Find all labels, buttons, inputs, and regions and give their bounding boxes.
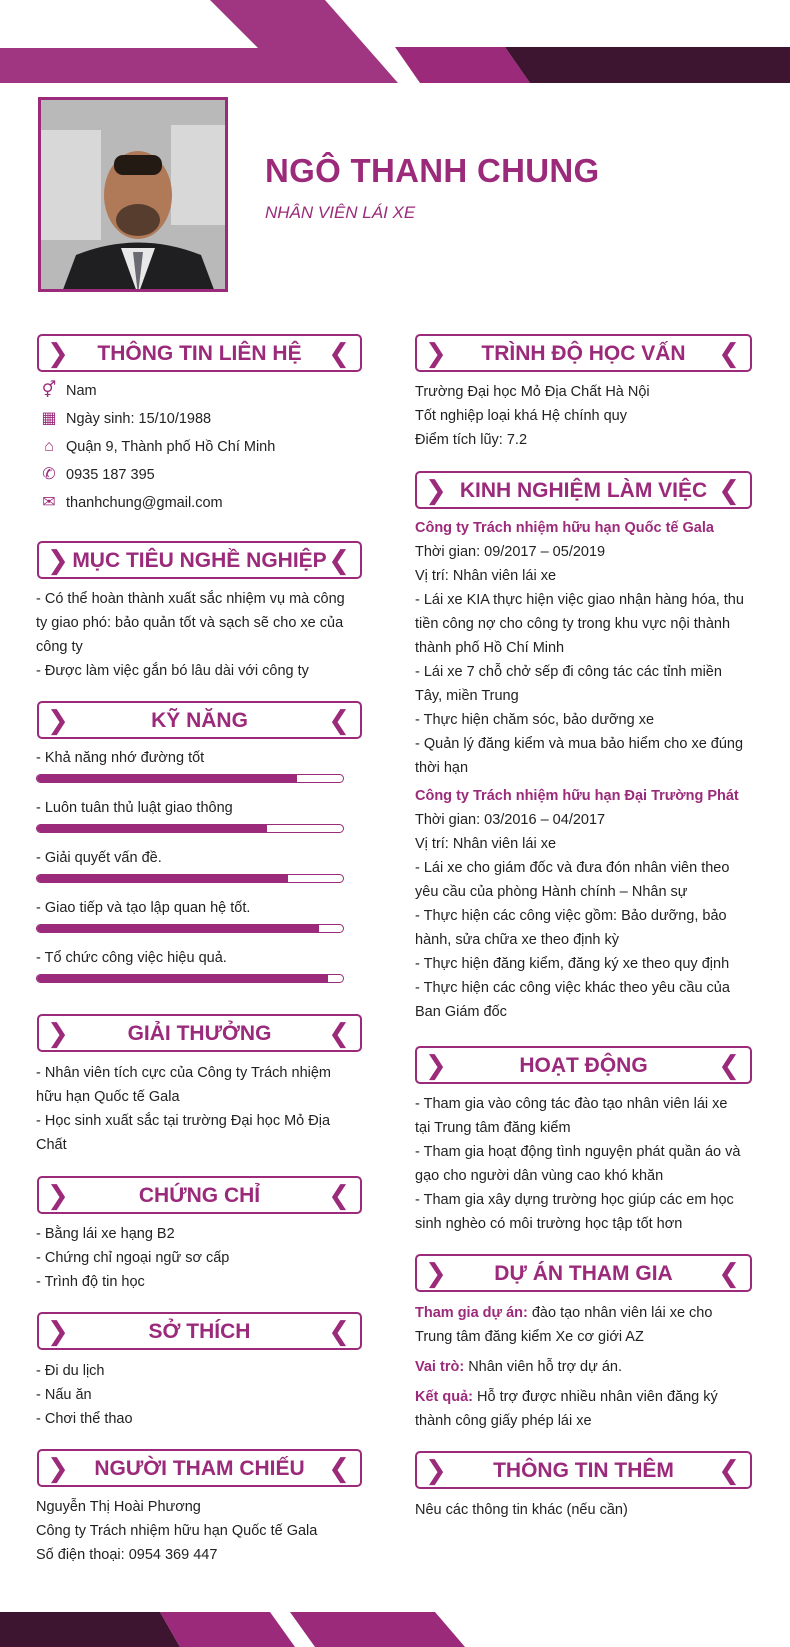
skill-bar — [36, 924, 344, 933]
chevron-right-icon: ❯ — [425, 1050, 447, 1080]
chevron-right-icon: ❯ — [47, 705, 69, 735]
section-header-skills — [37, 701, 362, 739]
skill-bar-fill — [37, 775, 297, 782]
education-text — [415, 380, 760, 452]
objective-line: công ty — [36, 639, 83, 655]
award-line: - Nhân viên tích cực của Công ty Trách nhiệm — [36, 1065, 332, 1081]
chevron-left-icon: ❮ — [328, 1018, 350, 1048]
reference-line: Công ty Trách nhiệm hữu hạn Quốc tế Gala — [36, 1523, 318, 1539]
phone-icon: ✆ — [42, 466, 56, 483]
award-line: - Học sinh xuất sắc tại trường Đại học Mỏ Địa — [36, 1113, 331, 1129]
hobby-line: - Chơi thể thao — [36, 1411, 133, 1427]
footer-decoration — [0, 1612, 790, 1647]
home-icon: ⌂ — [44, 438, 54, 455]
chevron-right-icon: ❯ — [47, 1316, 69, 1346]
objective-text — [36, 587, 366, 683]
objective-line: ty giao phó: bảo quản tốt và sạch sẽ cho xe của — [36, 615, 344, 631]
education-line: Điểm tích lũy: 7.2 — [415, 432, 528, 448]
experience-line: yêu cầu của phòng Hành chính – Nhân sự — [415, 884, 688, 900]
contact-list — [38, 379, 275, 519]
section-header-education — [415, 334, 752, 372]
chevron-right-icon: ❯ — [47, 1453, 69, 1483]
hobby-line: - Đi du lịch — [36, 1363, 105, 1379]
birthday-text: Ngày sinh: 15/10/1988 — [66, 411, 212, 427]
section-title: THÔNG TIN LIÊN HỆ — [97, 342, 302, 365]
objective-line: - Được làm việc gắn bó lâu dài với công ty — [36, 663, 309, 679]
chevron-left-icon: ❮ — [328, 545, 350, 575]
experience-line: thành phố Hồ Chí Minh — [415, 640, 565, 656]
section-header-additional — [415, 1451, 752, 1489]
chevron-right-icon: ❯ — [425, 1455, 447, 1485]
project-role-label: Vai trò: — [415, 1359, 465, 1375]
gender-icon: ⚥ — [41, 382, 57, 399]
section-header-projects — [415, 1254, 752, 1292]
address-text: Quận 9, Thành phố Hồ Chí Minh — [66, 439, 276, 455]
objective-line: - Có thể hoàn thành xuất sắc nhiệm vụ mà công — [36, 591, 345, 607]
skill-bar — [36, 974, 344, 983]
skill-bar — [36, 774, 344, 783]
experience-line: - Lái xe 7 chỗ chở sếp đi công tác các tỉnh miền — [415, 664, 722, 680]
chevron-right-icon: ❯ — [425, 1258, 447, 1288]
education-line: Tốt nghiệp loại khá Hệ chính quy — [415, 408, 627, 424]
section-header-contact — [37, 334, 362, 372]
envelope-icon: ✉ — [42, 494, 56, 511]
experience-line: Ban Giám đốc — [415, 1004, 507, 1020]
chevron-right-icon: ❯ — [425, 475, 447, 505]
skill-bar-fill — [37, 875, 288, 882]
full-name: NGÔ THANH CHUNG — [265, 152, 600, 189]
experience-line: Thời gian: 09/2017 – 05/2019 — [415, 544, 606, 560]
chevron-left-icon: ❮ — [718, 1050, 740, 1080]
hobbies-text — [36, 1359, 366, 1431]
activity-line: - Tham gia xây dựng trường học giúp các em học — [415, 1192, 734, 1208]
chevron-left-icon: ❮ — [718, 338, 740, 368]
skill-bar — [36, 874, 344, 883]
activity-line: - Tham gia hoạt động tình nguyện phát quần áo và — [415, 1144, 741, 1160]
skill-bar-fill — [37, 925, 319, 932]
additional-text: Nêu các thông tin khác (nếu cần) — [415, 1502, 628, 1518]
chevron-right-icon: ❯ — [47, 1180, 69, 1210]
experience-line: - Thực hiện đăng kiểm, đăng ký xe theo quy định — [415, 956, 730, 972]
reference-line: Số điện thoại: 0954 369 447 — [36, 1547, 218, 1563]
project-role — [415, 1355, 775, 1379]
experience-line: - Thực hiện các công việc gồm: Bảo dưỡng, bảo — [415, 908, 727, 924]
experience-line: - Lái xe cho giám đốc và đưa đón nhân viên theo — [415, 860, 730, 876]
contact-phone — [38, 463, 275, 491]
chevron-right-icon: ❯ — [47, 545, 69, 575]
section-title: THÔNG TIN THÊM — [493, 1459, 674, 1482]
skill-label: - Luôn tuân thủ luật giao thông — [36, 800, 233, 816]
experience-line: Tây, miền Trung — [415, 688, 519, 704]
award-line: Chất — [36, 1137, 67, 1153]
experience-text — [415, 516, 775, 1024]
project-result — [415, 1385, 775, 1409]
section-title: NGƯỜI THAM CHIẾU — [94, 1457, 305, 1480]
chevron-left-icon: ❮ — [328, 338, 350, 368]
skill-label: - Khả năng nhớ đường tốt — [36, 750, 205, 766]
certificate-line: - Trình độ tin học — [36, 1274, 145, 1290]
certificate-line: - Bằng lái xe hạng B2 — [36, 1226, 175, 1242]
project-role-value: Nhân viên hỗ trợ dự án. — [468, 1359, 623, 1375]
project-result-label: Kết quả: — [415, 1389, 473, 1405]
section-header-hobbies — [37, 1312, 362, 1350]
experience-line: thời hạn — [415, 760, 469, 776]
project-join-value-2: Trung tâm đăng kiểm Xe cơ giới AZ — [415, 1329, 644, 1345]
experience-line: - Quản lý đăng kiểm và mua bảo hiểm cho xe đúng — [415, 736, 744, 752]
skill-bar-fill — [37, 825, 267, 832]
activity-line: tại Trung tâm đăng kiểm — [415, 1120, 571, 1136]
section-header-references — [37, 1449, 362, 1487]
skill-label: - Tổ chức công việc hiệu quả. — [36, 950, 227, 966]
skill-label: - Giao tiếp và tạo lập quan hệ tốt. — [36, 900, 251, 916]
chevron-left-icon: ❮ — [328, 1453, 350, 1483]
experience-line: Vị trí: Nhân viên lái xe — [415, 836, 557, 852]
contact-email — [38, 491, 275, 519]
gender-text: Nam — [66, 383, 97, 399]
experience-line: hành, sửa chữa xe theo định kỳ — [415, 932, 620, 948]
experience-line: - Thực hiện các công việc khác theo yêu cầu của — [415, 980, 730, 996]
section-title: KỸ NĂNG — [151, 709, 248, 732]
section-title: HOẠT ĐỘNG — [519, 1054, 648, 1077]
section-title: SỞ THÍCH — [148, 1320, 251, 1343]
education-line: Trường Đại học Mỏ Địa Chất Hà Nội — [415, 384, 650, 400]
header-decoration — [0, 0, 790, 85]
skill-bar-fill — [37, 975, 328, 982]
profile-photo — [38, 97, 228, 292]
reference-line: Nguyễn Thị Hoài Phương — [36, 1499, 201, 1515]
projects-text — [415, 1301, 775, 1433]
chevron-left-icon: ❮ — [328, 705, 350, 735]
chevron-left-icon: ❮ — [718, 1455, 740, 1485]
experience-line: - Lái xe KIA thực hiện việc giao nhận hàng hóa, thu — [415, 592, 744, 608]
job-title: NHÂN VIÊN LÁI XE — [265, 203, 416, 222]
company-name: Công ty Trách nhiệm hữu hạn Quốc tế Gala — [415, 520, 714, 536]
section-header-certificates — [37, 1176, 362, 1214]
chevron-right-icon: ❯ — [47, 1018, 69, 1048]
project-join — [415, 1301, 775, 1325]
project-join-value: đào tạo nhân viên lái xe cho — [531, 1305, 713, 1321]
section-title: DỰ ÁN THAM GIA — [494, 1262, 673, 1285]
chevron-left-icon: ❮ — [718, 1258, 740, 1288]
calendar-icon: ▦ — [41, 410, 57, 427]
experience-line: Thời gian: 03/2016 – 04/2017 — [415, 812, 606, 828]
activity-line: gạo cho người dân vùng cao khó khăn — [415, 1168, 664, 1184]
experience-line: - Thực hiện chăm sóc, bảo dưỡng xe — [415, 712, 655, 728]
certificates-text — [36, 1222, 366, 1294]
activity-line: sinh nghèo có môi trường học tập tốt hơn — [415, 1216, 683, 1232]
email-text[interactable]: thanhchung@gmail.com — [66, 495, 223, 511]
contact-address — [38, 435, 275, 463]
chevron-right-icon: ❯ — [425, 338, 447, 368]
avatar-portrait — [41, 100, 228, 292]
company-name: Công ty Trách nhiệm hữu hạn Đại Trường Phát — [415, 788, 739, 804]
references-text — [36, 1495, 366, 1567]
chevron-right-icon: ❯ — [47, 338, 69, 368]
section-header-awards — [37, 1014, 362, 1052]
section-header-activities — [415, 1046, 752, 1084]
chevron-left-icon: ❮ — [718, 475, 740, 505]
awards-text — [36, 1061, 366, 1157]
phone-text: 0935 187 395 — [66, 467, 155, 483]
award-line: hữu hạn Quốc tế Gala — [36, 1089, 180, 1105]
experience-line: tiền công nợ cho công ty trong khu vực nội thành — [415, 616, 731, 632]
skill-label: - Giải quyết vấn đề. — [36, 850, 162, 866]
project-result-value: Hỗ trợ được nhiều nhân viên đăng ký — [477, 1389, 718, 1405]
experience-line: Vị trí: Nhân viên lái xe — [415, 568, 557, 584]
section-title: TRÌNH ĐỘ HỌC VẤN — [481, 342, 686, 365]
section-header-objective — [37, 541, 362, 579]
project-join-label: Tham gia dự án: — [415, 1305, 528, 1321]
chevron-left-icon: ❮ — [328, 1316, 350, 1346]
chevron-left-icon: ❮ — [328, 1180, 350, 1210]
project-result-value-2: thành công giấy phép lái xe — [415, 1413, 592, 1429]
activities-text — [415, 1092, 775, 1236]
activity-line: - Tham gia vào công tác đào tạo nhân viên lái xe — [415, 1096, 728, 1112]
section-title: CHỨNG CHỈ — [138, 1184, 261, 1207]
section-title: GIẢI THƯỞNG — [127, 1022, 272, 1045]
skill-bar — [36, 824, 344, 833]
contact-gender — [38, 379, 275, 407]
section-title: KINH NGHIỆM LÀM VIỆC — [459, 479, 708, 502]
section-header-experience — [415, 471, 752, 509]
section-title: MỤC TIÊU NGHỀ NGHIỆP — [72, 549, 327, 572]
hobby-line: - Nấu ăn — [36, 1387, 92, 1403]
certificate-line: - Chứng chỉ ngoại ngữ sơ cấp — [36, 1250, 230, 1266]
contact-birthday — [38, 407, 275, 435]
